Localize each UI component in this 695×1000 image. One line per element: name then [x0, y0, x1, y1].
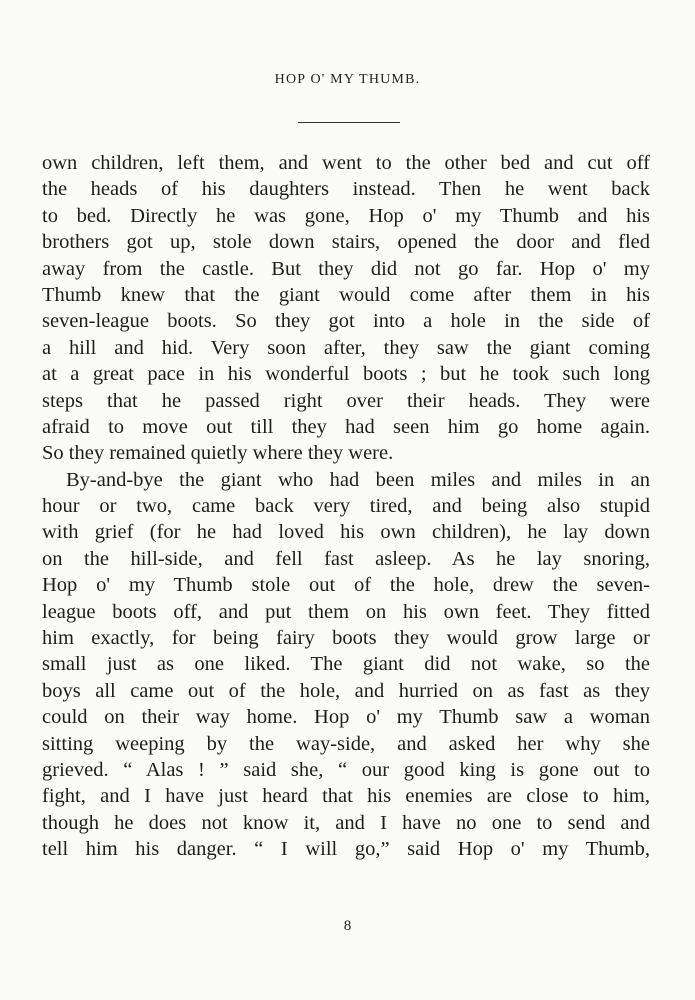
text-line: could on their way home. Hop o' my Thumb saw a woman [42, 706, 650, 729]
text-line: own children, left them, and went to the other bed and cut off [42, 152, 650, 174]
page-number: 8 [343, 918, 352, 934]
text-line: sitting weeping by the way-side, and asked her why she [42, 732, 650, 755]
text-line: with grief (for he had loved his own children), he lay down [42, 521, 650, 544]
text-line: league boots off, and put them on his own feet. They fitted [42, 600, 650, 623]
text-line: steps that he passed right over their heads. They were [42, 389, 650, 412]
header-rule [298, 122, 400, 123]
text-line: afraid to move out till they had seen him go home again. [42, 415, 650, 438]
text-line: fight, and I have just heard that his enemies are close to him, [42, 785, 650, 808]
text-line: to bed. Directly he was gone, Hop o' my Thumb and his [42, 204, 650, 227]
text-line: at a great pace in his wonderful boots ; but he took such long [42, 363, 650, 386]
text-line: tell him his danger. “ I will go,” said Hop o' my Thumb, [42, 838, 650, 861]
text-line: on the hill-side, and fell fast asleep. As he lay snoring, [42, 547, 650, 570]
text-line: seven-league boots. So they got into a hole in the side of [42, 310, 650, 333]
text-line: boys all came out of the hole, and hurried on as fast as they [42, 679, 650, 702]
text-line: away from the castle. But they did not go far. Hop o' my [42, 257, 650, 280]
text-line: grieved. “ Alas ! ” said she, “ our good king is gone out to [42, 758, 650, 781]
text-line: him exactly, for being fairy boots they would grow large or [42, 627, 650, 650]
body-text [42, 150, 650, 863]
text-line: small just as one liked. The giant did not wake, so the [42, 653, 650, 676]
text-line: a hill and hid. Very soon after, they saw the giant coming [42, 336, 650, 359]
text-line: Hop o' my Thumb stole out of the hole, drew the seven- [42, 574, 650, 597]
paragraph-end-line: So they remained quietly where they were. [42, 442, 394, 465]
running-title: HOP O' MY THUMB. [274, 72, 421, 87]
text-line: brothers got up, stole down stairs, opened the door and fled [42, 231, 650, 254]
text-line: hour or two, came back very tired, and being also stupid [42, 495, 650, 518]
text-line: Thumb knew that the giant would come after them in his [42, 283, 650, 306]
paragraph-start-line: By-and-bye the giant who had been miles and miles in an [66, 468, 650, 491]
text-line: the heads of his daughters instead. Then he went back [42, 178, 650, 201]
text-line: though he does not know it, and I have no one to send and [42, 811, 650, 834]
